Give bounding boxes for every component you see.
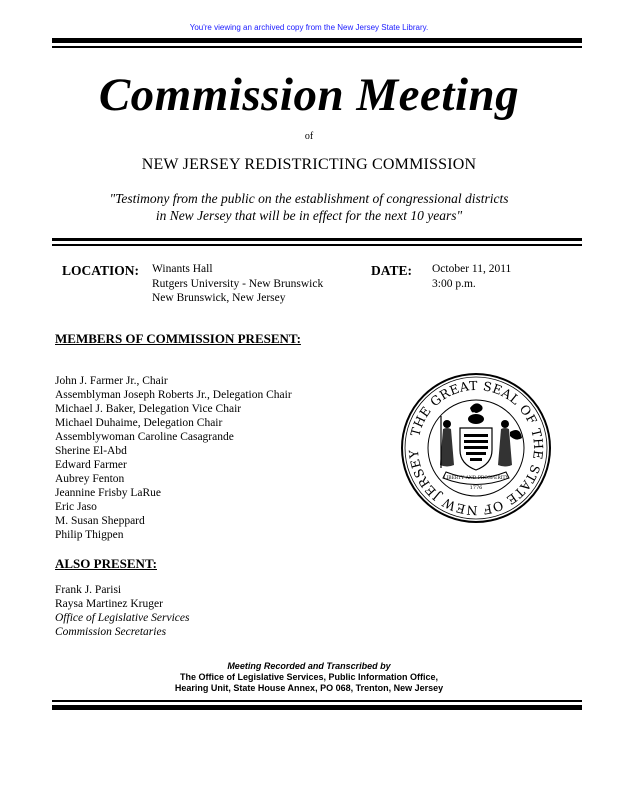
member-name: Michael J. Baker, Delegation Vice Chair <box>55 403 242 415</box>
date-label: DATE: <box>371 263 413 278</box>
location-line: Rutgers University - New Brunswick <box>152 277 324 290</box>
subtitle <box>0 190 618 224</box>
member-name: Edward Farmer <box>55 459 127 471</box>
member-name: Assemblyman Joseph Roberts Jr., Delegation Chair <box>55 389 292 401</box>
middle-rule-thin <box>52 244 582 246</box>
member-name: John J. Farmer Jr., Chair <box>55 375 168 387</box>
subtitle-line-1: "Testimony from the public on the establishment of congressional districts <box>109 191 509 206</box>
member-name: Michael Duhaime, Delegation Chair <box>55 417 223 429</box>
also-present-list <box>55 583 189 639</box>
commission-name: NEW JERSEY REDISTRICTING COMMISSION <box>141 156 477 173</box>
member-name: Assemblywoman Caroline Casagrande <box>55 431 234 443</box>
great-seal-of-new-jersey-icon <box>400 372 552 524</box>
footer-line-3: Hearing Unit, State House Annex, PO 068, Trenton, New Jersey <box>174 683 444 693</box>
member-name: Eric Jaso <box>55 501 97 513</box>
subtitle-line-2: in New Jersey that will be in effect for the next 10 years" <box>155 208 463 223</box>
archive-banner: You're viewing an archived copy from the New Jersey State Library. <box>189 23 429 32</box>
svg-text:THE GREAT SEAL OF THE STATE OF: THE GREAT SEAL OF THE STATE OF NEW JERSEY <box>405 377 547 519</box>
date-line: October 11, 2011 <box>432 263 512 275</box>
member-name: Aubrey Fenton <box>55 473 125 485</box>
date-details <box>432 262 511 291</box>
member-name: Sherine El-Abd <box>55 445 127 457</box>
also-present-heading: ALSO PRESENT: <box>55 556 157 571</box>
of-text: of <box>304 131 314 142</box>
bottom-rule-thick <box>52 705 582 710</box>
staff-role: Commission Secretaries <box>55 626 167 638</box>
top-rule-thick <box>52 38 582 43</box>
members-list <box>55 374 292 542</box>
members-heading: MEMBERS OF COMMISSION PRESENT: <box>55 331 301 346</box>
location-details <box>152 262 323 306</box>
bottom-rule-thin <box>52 700 582 702</box>
date-line: 3:00 p.m. <box>432 277 476 290</box>
staff-role: Office of Legislative Services <box>55 612 190 624</box>
member-name: M. Susan Sheppard <box>55 515 145 527</box>
member-name: Philip Thigpen <box>55 529 124 541</box>
top-rule-thin <box>52 46 582 48</box>
location-line: New Brunswick, New Jersey <box>152 292 286 304</box>
svg-text:LIBERTY AND PROSPERITY: LIBERTY AND PROSPERITY <box>443 476 509 481</box>
location-line: Winants Hall <box>152 263 213 275</box>
staff-name: Raysa Martinez Kruger <box>55 598 163 610</box>
location-label: LOCATION: <box>62 263 140 278</box>
member-name: Jeannine Frisby LaRue <box>55 487 162 499</box>
footer-line-1: Meeting Recorded and Transcribed by <box>227 661 391 671</box>
page-title: Commission Meeting <box>98 69 520 121</box>
transcription-note <box>0 661 618 694</box>
middle-rule-thick <box>52 238 582 241</box>
footer-line-2: The Office of Legislative Services, Public Information Office, <box>179 672 439 682</box>
svg-text:1776: 1776 <box>469 485 483 491</box>
staff-name: Frank J. Parisi <box>55 584 122 596</box>
